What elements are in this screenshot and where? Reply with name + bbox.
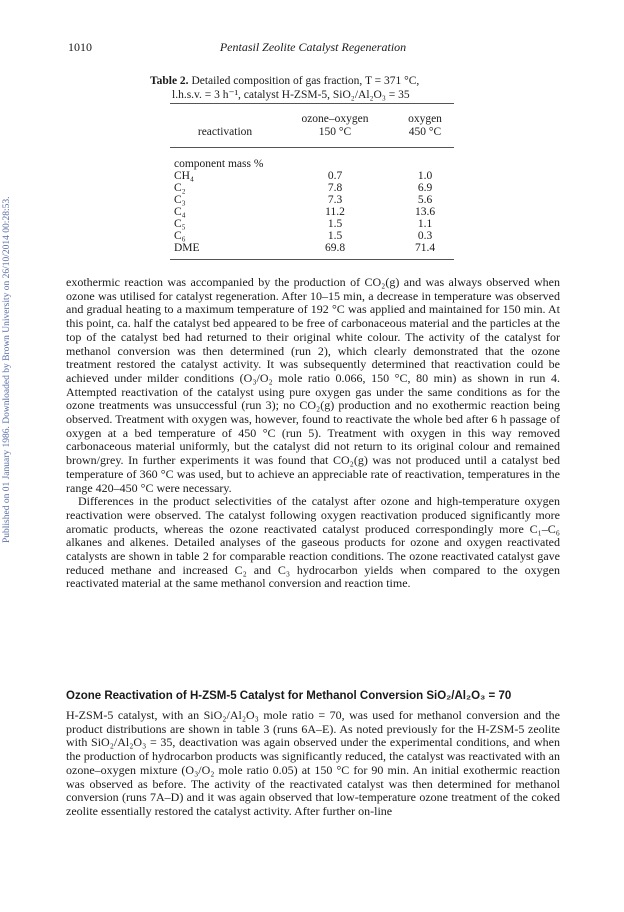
oxygen-value: 71.4 (414, 242, 436, 254)
table-row (170, 218, 454, 230)
table-row (170, 230, 454, 242)
oxygen-value: 1.0 (417, 170, 433, 182)
page-number: 1010 (68, 40, 92, 54)
table-row (170, 170, 454, 182)
paragraph-zsm5-70: H-ZSM-5 catalyst, with an SiO₂/Al₂O₃ mole ratio = 70, was used for methanol conversion and the product distributions are shown in table 3 (runs 6A–E). As noted previously for the H-ZSM-5 zeolite with SiO₂/Al₂O₃ = 35, deactivation was again observed under the experimental conditions, and when the production of hydrocarbon products was significantly reduced, the catalyst was reactivated with an ozone–oxygen mixture (O₃/O₂ mole ratio 0.05) at 150 °C for 90 min. An initial exothermic reaction was observed as before. The activity of the reactivated catalyst was then determined for methanol conversion (runs 7A–D) and it was again observed that low-temperature ozone treatment of the coked zeolite essentially restored the catalyst activity. After further on-line (66, 708, 560, 818)
section-body (66, 709, 560, 819)
component-name: CH₄ (174, 170, 194, 182)
section-label-row (170, 158, 454, 170)
table-header-rule (170, 147, 454, 148)
table-row (170, 242, 454, 254)
table-row (170, 182, 454, 194)
component-name: C₄ (174, 206, 186, 218)
col-ozone-oxygen-line1: ozone–oxygen (301, 113, 369, 125)
oxygen-value: 13.6 (414, 206, 436, 218)
running-title: Pentasil Zeolite Catalyst Regeneration (219, 40, 407, 54)
page-header (68, 40, 558, 56)
table-bottom-rule (170, 259, 454, 260)
ozone-value: 1.5 (327, 218, 343, 230)
component-name: DME (174, 242, 200, 254)
table-row (170, 206, 454, 218)
component-name: C₅ (174, 218, 186, 230)
oxygen-value: 6.9 (417, 182, 433, 194)
ozone-value: 1.5 (327, 230, 343, 242)
oxygen-value: 0.3 (417, 230, 433, 242)
table-row (170, 194, 454, 206)
oxygen-value: 1.1 (417, 218, 433, 230)
col-reactivation: reactivation (197, 126, 253, 138)
ozone-value: 7.3 (327, 194, 343, 206)
caption-line-1: Detailed composition of gas fraction, T = 371 °C, (191, 75, 420, 87)
table-top-rule (170, 103, 454, 104)
paragraph-exothermic: exothermic reaction was accompanied by the production of CO₂(g) and was always observed when ozone was utilised for catalyst regeneration. After 10–15 min, a decrease in temperature was observed and gradual heating to a maximum temperature of 192 °C was applied and maintained for 150 min. At this point, ca. half the catalyst bed appeared to be free of carbonaceous material and the particles at the top of the catalyst bed had returned to their original white colour. The activity of the catalyst for methanol conversion was then determined (run 2), which clearly demonstrated that the ozone treatment restored the catalyst activity. It was subsequently determined that reactivation could be achieved under milder conditions (O₃/O₂ mole ratio 0.066, 150 °C, 80 min) as shown in run 4. Attempted reactivation of the catalyst using pure oxygen gas under the same conditions as for the ozone treatments was unsuccessful (run 3); no CO₂(g) production and no exothermic reaction being observed. Treatment with oxygen was, however, found to reactivate the whole bed after 6 h passage of oxygen at a bed temperature of 450 °C (run 5). Treatment with oxygen in this way removed carbonaceous material uniformly, but the catalyst did not return to its original colour and remained brown/grey. In further experiments it was found that CO₂(g) was not produced until a catalyst bed temperature of 360 °C was used, but to achieve an appreciable rate of reactivation, temperatures in the range 420–450 °C were necessary. (66, 275, 560, 495)
paragraph-selectivities: Differences in the product selectivities of the catalyst after ozone and high-temperature oxygen reactivation were observed. The catalyst following oxygen reactivation produced significantly more aromatic products, whereas the ozone reactivated catalyst produced correspondingly more C₁–C₆ alkanes and alkenes. Detailed analyses of the gaseous products for ozone and oxygen reactivated catalysts are shown in table 2 for comparable reaction conditions. The ozone reactivated catalyst gave reduced methane and increased C₂ and C₃ hydrocarbon yields when compared to the oxygen reactivated material at the same methanol conversion and reaction time. (66, 494, 560, 591)
caption-line-2: l.h.s.v. = 3 h⁻¹, catalyst H-ZSM-5, SiO₂/Al₂O₃ = 35 (172, 89, 410, 101)
component-name: C₆ (174, 230, 186, 242)
ozone-value: 0.7 (327, 170, 343, 182)
ozone-value: 7.8 (327, 182, 343, 194)
component-name: C₃ (174, 194, 186, 206)
ozone-value: 69.8 (324, 242, 346, 254)
col-oxygen-line2: 450 °C (408, 126, 442, 138)
section-label: component mass % (174, 158, 264, 170)
results-discussion (66, 276, 560, 591)
col-oxygen-line1: oxygen (408, 113, 442, 125)
download-notice: Published on 01 January 1986. Downloaded by Brown University on 26/10/2014 00:28:53. (2, 196, 12, 544)
ozone-value: 11.2 (325, 206, 345, 218)
table-caption (150, 74, 460, 102)
table-label: Table 2. (150, 75, 189, 87)
col-ozone-oxygen-line2: 150 °C (318, 126, 352, 138)
section-heading: Ozone Reactivation of H-ZSM-5 Catalyst for Methanol Conversion SiO₂/Al₂O₃ = 70 (66, 690, 512, 702)
oxygen-value: 5.6 (417, 194, 433, 206)
component-name: C₂ (174, 182, 186, 194)
